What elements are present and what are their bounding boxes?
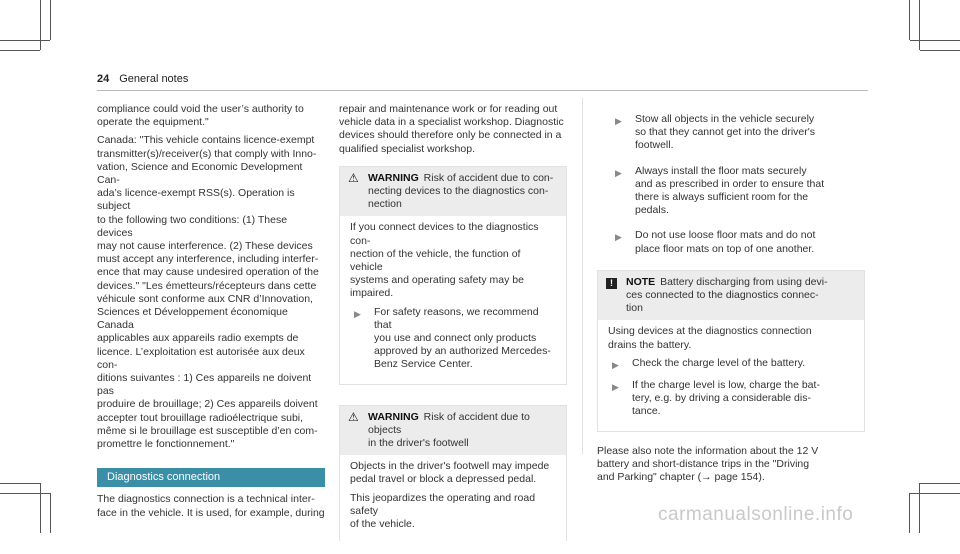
warning-body — [340, 216, 566, 383]
warning-keyword: WARNING — [368, 171, 419, 184]
step-arrow-icon: ▶ — [615, 167, 622, 178]
step-arrow-icon: ▶ — [615, 116, 622, 126]
paragraph: If you connect devices to the diagnostics con- nection of the vehicle, the function of vehicle systems and operating safety may be impaired. — [350, 221, 539, 300]
warning-box — [339, 166, 567, 385]
action-step — [350, 306, 556, 372]
warning-box — [339, 405, 567, 542]
exclamation-icon: ! — [606, 278, 617, 289]
paragraph: Using devices at the diagnostics connection drains the battery. — [608, 325, 812, 351]
crop-mark — [40, 483, 41, 533]
paragraph: The diagnostics connection is a technical inter- face in the vehicle. It is used, for example, during — [97, 493, 325, 519]
step-text: Do not use loose floor mats and do not place floor mats on top of one another. — [635, 229, 816, 255]
page-number: 24 — [97, 73, 110, 85]
crop-mark — [0, 40, 50, 41]
paragraph: This jeopardizes the operating and road safety of the vehicle. — [350, 491, 536, 531]
crop-mark — [40, 0, 41, 50]
step-text: For safety reasons, we recommend that you use and connect only products approved by an authorized Mercedes- Benz Service Center. — [374, 305, 551, 371]
crop-mark — [910, 493, 960, 494]
crop-mark — [910, 40, 960, 41]
paragraph: Please also note the information about the 12 V battery and short-distance trips in the "Driving and Parking" chapter (→ page 154). — [597, 444, 819, 484]
step-text: Always install the floor mats securely and as prescribed in order to ensure that there is always sufficient room for the pedals. — [635, 164, 825, 217]
step-arrow-icon: ▶ — [615, 232, 622, 243]
action-step — [611, 165, 865, 218]
column-2 — [339, 103, 567, 554]
action-step — [611, 113, 865, 153]
column-1 — [97, 103, 325, 525]
paragraph: compliance could void the user’s authority to operate the equipment." — [97, 103, 304, 129]
warning-title: Risk of accident due to objects in the driver's footwell — [368, 410, 530, 450]
column-divider — [582, 98, 583, 454]
crop-mark — [919, 483, 920, 533]
action-step — [611, 229, 865, 255]
crop-mark — [50, 493, 51, 533]
warning-header — [340, 406, 566, 456]
warning-triangle-icon: ⚠ — [348, 170, 359, 185]
step-arrow-icon: ▶ — [612, 382, 619, 393]
note-header — [598, 271, 864, 321]
section-heading: Diagnostics connection — [97, 468, 325, 487]
note-title: Battery discharging from using devi- ces connected to the diagnostics connec- tion — [626, 275, 828, 315]
warning-body — [340, 455, 566, 541]
page-header — [97, 73, 188, 85]
warning-triangle-icon: ⚠ — [348, 409, 359, 424]
crop-mark — [0, 50, 40, 51]
warning-title: Risk of accident due to con- necting devices to the diagnostics con- nection — [368, 171, 554, 211]
action-step — [608, 357, 854, 372]
column-3 — [597, 108, 865, 489]
crop-mark — [909, 0, 910, 40]
step-arrow-icon: ▶ — [612, 359, 619, 370]
note-box — [597, 270, 865, 432]
step-text: Check the charge level of the battery. — [632, 356, 806, 369]
chapter-title: General notes — [119, 73, 189, 85]
warning-header — [340, 167, 566, 217]
crop-mark — [50, 0, 51, 40]
header-rule — [97, 90, 868, 91]
step-text: Stow all objects in the vehicle securely so that they cannot get into the driver's footwell. — [635, 113, 816, 152]
crop-mark — [0, 493, 50, 494]
action-step — [608, 379, 854, 419]
crop-mark — [919, 0, 920, 50]
crop-mark — [920, 50, 960, 51]
paragraph: Objects in the driver's footwell may impede pedal travel or block a depressed pedal. — [350, 460, 550, 486]
crop-mark — [920, 483, 960, 484]
warning-keyword: WARNING — [368, 410, 419, 423]
note-keyword: NOTE — [626, 275, 656, 288]
action-steps — [597, 113, 865, 256]
crop-mark — [0, 483, 40, 484]
paragraph: Canada: "This vehicle contains licence-exempt transmitter(s)/receiver(s) that comply with Inno- vation, Science and Economic Development Can- ada’s licence-exempt RSS(s). Operation is subject to the following two conditions: (1) These devices may not cause interference. (2) These devices must accept any interference, including interfer- ence that may cause undesired operation of the devices." "Les émetteurs/récepteurs dans cette véhicule sont conforme aux CNR d’Innovation, Sciences et Développement économique Canada applicables aux appareils radio exempts de licence. L’exploitation est autorisée aux deux con- ditions suivantes : 1) Ces appareils ne doivent pas produire de brouillage; 2) Ces appareils doivent accepter tout brouillage radioélectrique subi, même si le brouillage est susceptible d’en com- promettre le fonctionnement." — [97, 134, 319, 451]
paragraph: repair and maintenance work or for reading out vehicle data in a specialist workshop. Diagnostic devices should therefore only be connected in a qualified specialist workshop. — [339, 103, 564, 155]
crop-mark — [909, 493, 910, 533]
step-arrow-icon: ▶ — [354, 308, 361, 319]
watermark: carmanualsonline.info — [658, 504, 854, 525]
step-text: If the charge level is low, charge the bat- tery, e.g. by driving a considerable dis- tance. — [632, 379, 820, 418]
note-body — [598, 320, 864, 430]
